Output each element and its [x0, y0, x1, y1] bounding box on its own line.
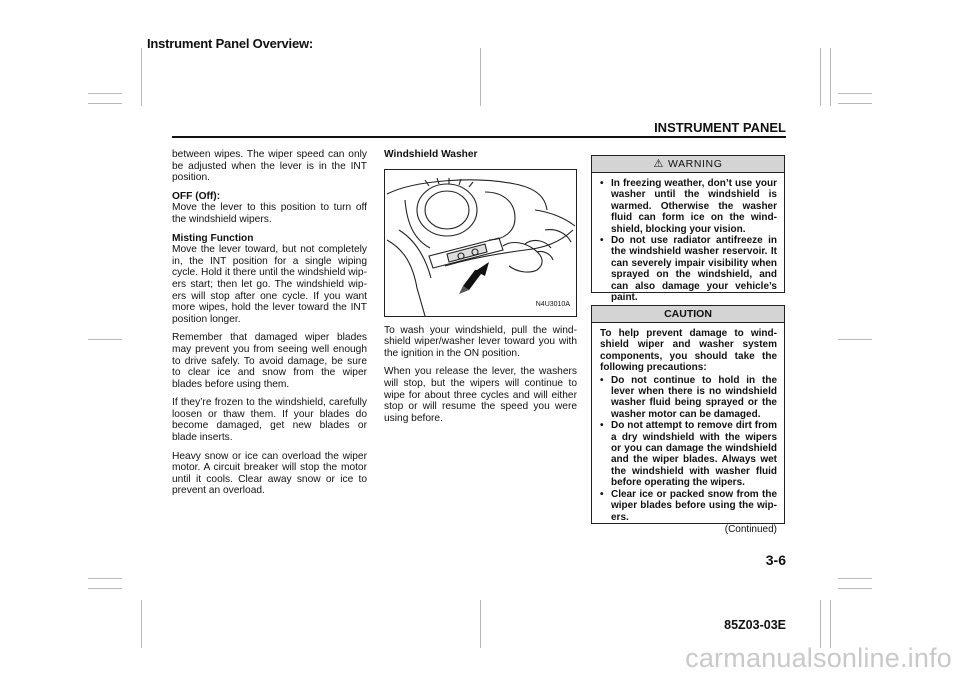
- crop-mark: [838, 339, 872, 340]
- paragraph: To wash your windshield, pull the windshield wiper/washer lever toward you with the ignition in the ON position.: [384, 324, 577, 359]
- crop-mark: [830, 600, 831, 648]
- warning-item-text: Do not use radiator antifreeze in the windshield washer reservoir. It can severely impair visibility when sprayed on the windshield, and can also damage your vehicle’s paint.: [611, 235, 777, 304]
- paragraph: Remember that damaged wiper blades may prevent you from seeing well enough to drive safely. To avoid damage, be sure to clear ice and snow from the wiper blades before using them.: [172, 332, 367, 390]
- misting-heading: Misting Function: [172, 232, 254, 244]
- bullet: •: [600, 420, 604, 432]
- bullet: •: [600, 488, 604, 500]
- crop-mark: [88, 103, 122, 104]
- document-code: 85Z03-03E: [724, 618, 786, 632]
- continued-note: (Continued): [724, 523, 777, 535]
- crop-mark: [838, 578, 872, 579]
- crop-mark: [820, 48, 821, 106]
- crop-mark: [838, 588, 872, 589]
- paragraph: between wipes. The wiper speed can only be adjusted when the lever is in the INT position.: [172, 149, 367, 184]
- section-title: INSTRUMENT PANEL: [654, 120, 786, 135]
- page-number: 3-6: [765, 552, 786, 568]
- caution-item: [600, 375, 777, 421]
- running-head: Instrument Panel Overview:: [147, 36, 314, 51]
- text-column-left: [172, 149, 367, 504]
- paragraph: Move the lever to this position to turn off the windshield wipers.: [172, 202, 367, 225]
- crop-mark: [88, 339, 122, 340]
- caution-intro: To help prevent damage to windshield wiper and washer system components, you should take the following precautions:: [600, 328, 777, 374]
- paragraph: Move the lever toward, but not completely in, the INT position for a single wiping cycle. Hold it there until the windshield wipers start; then let go. The windshield wipers will stop after one cycle. If you want more wipes, hold the lever toward the INT position longer.: [172, 244, 367, 325]
- paragraph: Heavy snow or ice can overload the wiper motor. A circuit breaker will stop the motor until it cools. Clear away snow or ice to prevent an overload.: [172, 450, 367, 497]
- crop-mark: [88, 93, 122, 94]
- crop-mark: [820, 600, 821, 648]
- header-rule: [172, 136, 786, 138]
- paragraph: If they’re frozen to the windshield, carefully loosen or thaw them. If your blades do become damaged, get new blades or blade inserts.: [172, 397, 367, 444]
- wiper-lever-illustration: [384, 169, 577, 317]
- crop-mark: [141, 600, 142, 648]
- caution-item-text: Clear ice or packed snow from the wiper blades before using the wipers.: [611, 488, 777, 523]
- bullet: •: [600, 374, 604, 386]
- wiper-lever-drawing: [385, 170, 576, 316]
- crop-mark: [830, 48, 831, 106]
- warning-item: [600, 235, 777, 303]
- off-heading: OFF (Off):: [172, 190, 221, 202]
- section-heading: Windshield Washer: [384, 149, 478, 160]
- crop-mark: [838, 103, 872, 104]
- warning-title: WARNING: [667, 158, 723, 170]
- bullet: •: [600, 235, 604, 247]
- crop-mark: [88, 588, 122, 589]
- crop-mark: [838, 93, 872, 94]
- figure-code: N4U3010A: [535, 301, 570, 308]
- caution-item-text: Do not attempt to remove dirt from a dry windshield with the wipers or you can damage the windshield and the wiper blades. Always wet the windshield with washer fluid before operating the wipers.: [611, 420, 777, 489]
- caution-item: [600, 420, 777, 488]
- caution-header: CAUTION: [592, 306, 784, 323]
- crop-mark: [88, 578, 122, 579]
- caution-item-text: Do not continue to hold in the lever when there is no windshield washer fluid being sprayed or the washer motor can be damaged.: [611, 374, 777, 420]
- warning-item-text: In freezing weather, don’t use your washer until the windshield is warmed. Otherwise the washer fluid can form ice on the windshield, blocking your vision.: [611, 178, 777, 235]
- caution-item: [600, 489, 777, 523]
- caution-box: [591, 305, 785, 535]
- warning-header: [592, 156, 784, 173]
- caution-body: [592, 323, 784, 535]
- watermark: carmanualsonline.info: [685, 643, 952, 673]
- crop-mark: [480, 600, 481, 648]
- warning-triangle-icon: ⚠: [653, 158, 664, 170]
- warning-body: [592, 173, 784, 303]
- bullet: •: [600, 178, 604, 189]
- warning-box: [591, 155, 785, 304]
- crop-mark: [141, 48, 142, 106]
- crop-mark: [480, 48, 481, 106]
- paragraph: When you release the lever, the washers will stop, but the wipers will continue to wipe for about three cycles and will either stop or will resume the speed you were using before.: [384, 366, 577, 424]
- text-column-middle: [384, 149, 577, 431]
- warning-item: [600, 178, 777, 235]
